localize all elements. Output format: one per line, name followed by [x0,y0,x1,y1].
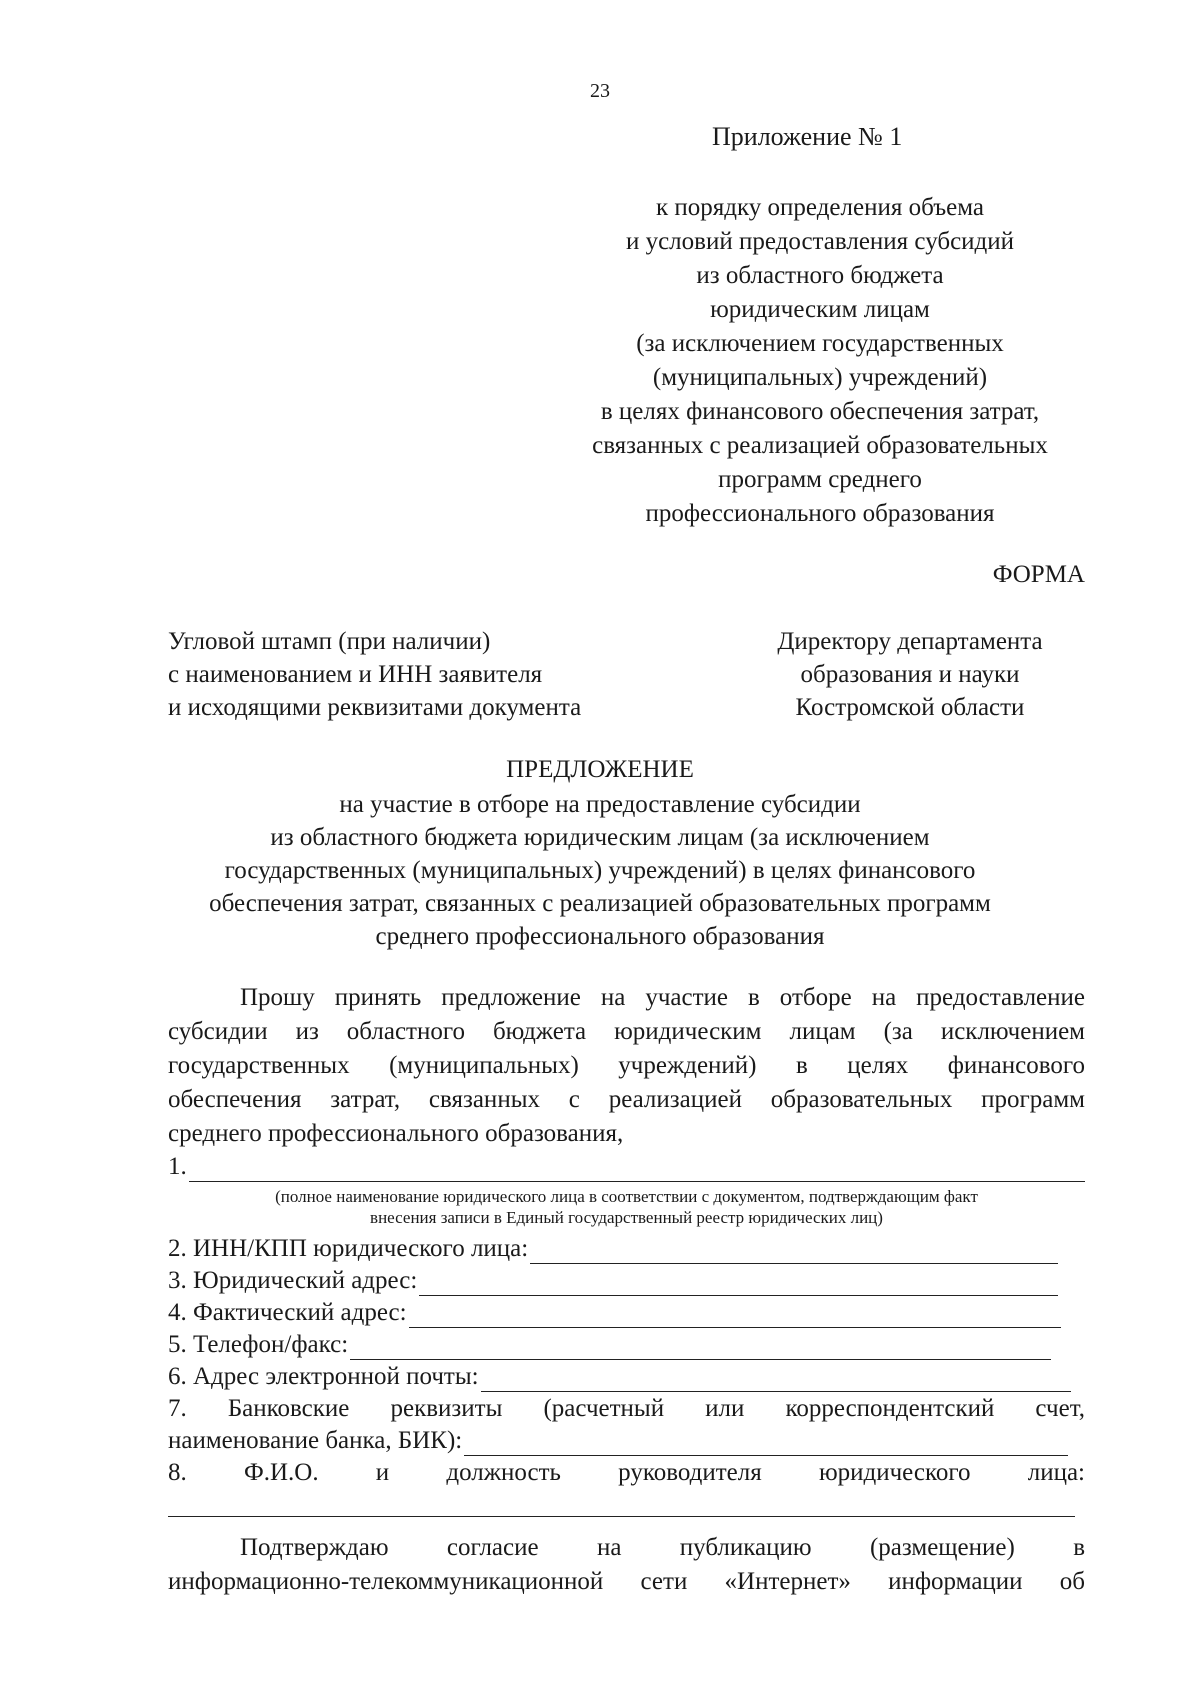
phone-fax-label: 5. Телефон/факс: [168,1331,349,1358]
stamp-line: Угловой штамп (при наличии) [168,628,491,655]
stamp-line: с наименованием и ИНН заявителя [168,661,543,688]
paragraph-line: обеспечения затрат, связанных с реализацией образовательных программ [168,1086,1085,1113]
actual-address-label: 4. Фактический адрес: [168,1299,407,1326]
paragraph-line: среднего профессионального образования, [168,1120,624,1147]
appendix-line: программ среднего [718,466,922,493]
appendix-line: (муниципальных) учреждений) [652,364,988,391]
page-number: 23 [590,80,610,102]
bank-details-label: 7. Банковские реквизиты (расчетный или корреспондентский счет, [168,1395,1085,1422]
consent-line: информационно-телекоммуникационной сети «Интернет» информации об [168,1568,1085,1595]
appendix-title: Приложение № 1 [712,122,903,151]
subtitle-line: обеспечения затрат, связанных с реализацией образовательных программ [209,890,991,917]
bank-details-field[interactable] [168,1426,1068,1456]
bank-details-blank[interactable] [464,1431,1068,1456]
appendix-line: (за исключением государственных [636,330,1004,357]
appendix-line: и условий предоставления субсидий [625,228,1015,255]
legal-address-label: 3. Юридический адрес: [168,1267,418,1294]
appendix-line: в целях финансового обеспечения затрат, [600,398,1040,425]
addressee-line: Директору департамента [777,628,1043,655]
phone-fax-blank[interactable] [350,1335,1051,1360]
item1-name-field[interactable] [168,1152,1085,1182]
inn-kpp-label: 2. ИНН/КПП юридического лица: [168,1235,529,1262]
item1-name-blank[interactable] [189,1157,1085,1182]
phone-fax-field[interactable] [168,1330,1051,1360]
item1-note-line: (полное наименование юридического лица в соответствии с документом, подтверждающим факт [275,1187,978,1206]
form-label: ФОРМА [992,561,1085,588]
email-blank[interactable] [481,1367,1071,1392]
subtitle-line: из областного бюджета юридическим лицам (за исключением [270,824,930,851]
actual-address-blank[interactable] [409,1303,1061,1328]
email-field[interactable] [168,1362,1071,1392]
inn-kpp-field[interactable] [168,1234,1058,1264]
appendix-line: из областного бюджета [696,262,944,289]
appendix-line: профессионального образования [645,500,995,527]
paragraph-line: Прошу принять предложение на участие в отборе на предоставление [240,984,1085,1011]
appendix-line: к порядку определения объема [656,194,984,221]
consent-line: Подтверждаю согласие на публикацию (размещение) в [240,1534,1085,1561]
inn-kpp-blank[interactable] [530,1239,1058,1264]
paragraph-line: субсидии из областного бюджета юридическим лицам (за исключением [168,1018,1085,1045]
legal-address-blank[interactable] [419,1271,1058,1296]
subtitle-line: на участие в отборе на предоставление субсидии [339,791,861,818]
item1-label: 1. [168,1153,187,1180]
head-name-blank[interactable] [168,1516,1075,1517]
legal-address-field[interactable] [168,1266,1058,1296]
item1-note-line: внесения записи в Единый государственный реестр юридических лиц) [370,1208,883,1227]
actual-address-field[interactable] [168,1298,1061,1328]
appendix-line: связанных с реализацией образовательных [592,432,1048,459]
document-heading: ПРЕДЛОЖЕНИЕ [506,756,694,783]
addressee-line: Костромской области [795,694,1025,721]
appendix-line: юридическим лицам [710,296,930,323]
email-label: 6. Адрес электронной почты: [168,1363,479,1390]
addressee-line: образования и науки [800,661,1020,688]
subtitle-line: среднего профессионального образования [375,923,825,950]
head-name-label: 8. Ф.И.О. и должность руководителя юридического лица: [168,1459,1085,1486]
bank-details-label-cont: наименование банка, БИК): [168,1427,463,1454]
stamp-line: и исходящими реквизитами документа [168,694,582,721]
paragraph-line: государственных (муниципальных) учреждений) в целях финансового [168,1052,1085,1079]
subtitle-line: государственных (муниципальных) учреждений) в целях финансового [224,857,976,884]
